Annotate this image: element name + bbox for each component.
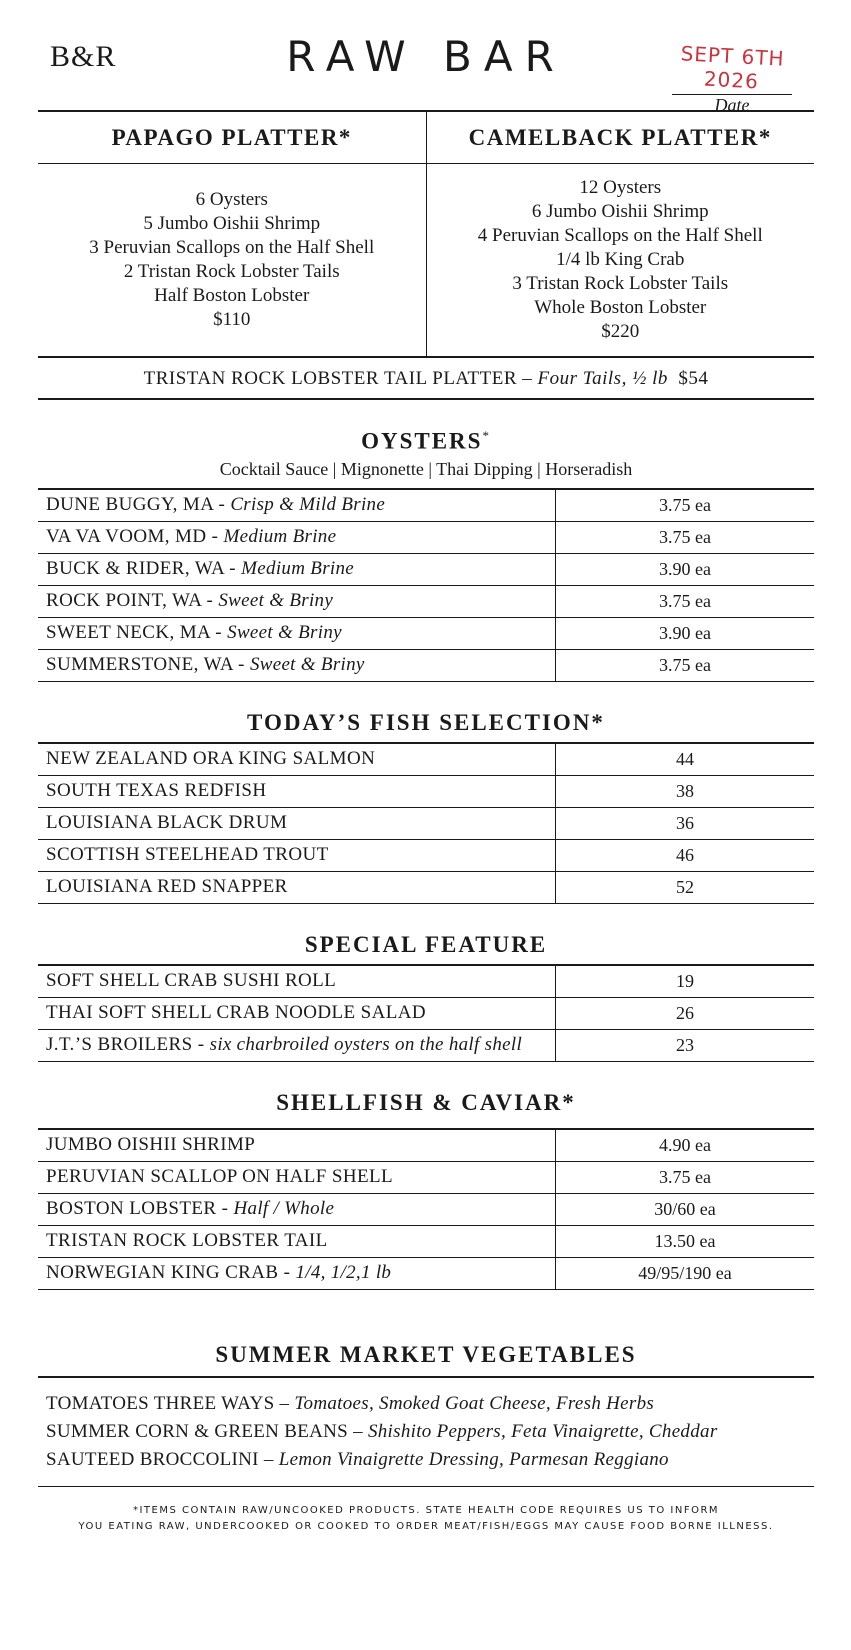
item-price: 36 bbox=[676, 812, 694, 833]
table-row bbox=[38, 490, 814, 522]
item-name: SWEET NECK, MA - bbox=[46, 622, 222, 644]
item-name: SCOTTISH STEELHEAD TROUT bbox=[38, 840, 556, 871]
platter-item: 5 Jumbo Oishii Shrimp bbox=[143, 213, 321, 234]
item-name-cell bbox=[38, 522, 556, 553]
item-price: 3.75 ea bbox=[659, 1166, 711, 1187]
platter-item: Whole Boston Lobster bbox=[534, 297, 707, 318]
platter-item: 3 Peruvian Scallops on the Half Shell bbox=[89, 237, 375, 258]
item-name: ROCK POINT, WA - bbox=[46, 590, 214, 612]
platter-item: 12 Oysters bbox=[579, 177, 662, 198]
item-name: BOSTON LOBSTER - bbox=[46, 1198, 229, 1220]
special-table bbox=[38, 964, 814, 1062]
tail-platter-row bbox=[38, 358, 814, 400]
platter-items bbox=[427, 164, 815, 356]
oysters-table bbox=[38, 488, 814, 682]
veg-desc: Shishito Peppers, Feta Vinaigrette, Cheddar bbox=[367, 1420, 718, 1442]
item-price: 38 bbox=[676, 780, 694, 801]
shellfish-title: SHELLFISH & CAVIAR* bbox=[276, 1089, 576, 1115]
veg-name: SUMMER CORN & GREEN BEANS – bbox=[46, 1420, 363, 1442]
item-desc: Half / Whole bbox=[233, 1198, 335, 1220]
fish-title: TODAY’S FISH SELECTION* bbox=[247, 709, 605, 735]
item-name: VA VA VOOM, MD - bbox=[46, 526, 219, 548]
item-desc: Sweet & Briny bbox=[249, 654, 365, 676]
item-price: 3.90 ea bbox=[659, 622, 711, 643]
table-row bbox=[38, 618, 814, 650]
veg-desc: Tomatoes, Smoked Goat Cheese, Fresh Herbs bbox=[294, 1392, 655, 1414]
table-row bbox=[38, 744, 814, 776]
platter-item: 3 Tristan Rock Lobster Tails bbox=[512, 273, 729, 294]
item-price: 30/60 ea bbox=[654, 1198, 716, 1219]
platter-item: 6 Jumbo Oishii Shrimp bbox=[531, 201, 709, 222]
platter-item: 6 Oysters bbox=[195, 189, 268, 210]
table-row bbox=[38, 776, 814, 808]
item-price: 44 bbox=[676, 748, 694, 769]
oysters-title: OYSTERS bbox=[361, 428, 483, 454]
table-row bbox=[38, 1130, 814, 1162]
sauces-list: Cocktail Sauce | Mignonette | Thai Dipping | Horseradish bbox=[219, 458, 633, 479]
table-row bbox=[38, 966, 814, 998]
vegetables-title: SUMMER MARKET VEGETABLES bbox=[215, 1341, 637, 1367]
table-row bbox=[38, 1226, 814, 1258]
platter-title: CAMELBACK PLATTER* bbox=[427, 112, 815, 164]
table-row bbox=[38, 840, 814, 872]
item-name: SOUTH TEXAS REDFISH bbox=[38, 776, 556, 807]
item-price: 3.90 ea bbox=[659, 558, 711, 579]
item-price: 13.50 ea bbox=[654, 1230, 716, 1251]
platter-items bbox=[38, 164, 426, 356]
item-name-cell bbox=[38, 554, 556, 585]
item-name: DUNE BUGGY, MA - bbox=[46, 494, 226, 516]
table-row bbox=[38, 586, 814, 618]
special-title: SPECIAL FEATURE bbox=[304, 931, 548, 957]
item-price: 3.75 ea bbox=[659, 494, 711, 515]
table-row bbox=[38, 1030, 814, 1062]
item-price: 19 bbox=[676, 970, 694, 991]
table-row bbox=[38, 808, 814, 840]
table-row bbox=[38, 1194, 814, 1226]
item-name-cell bbox=[38, 490, 556, 521]
platter-camelback bbox=[426, 112, 815, 356]
item-price: 46 bbox=[676, 844, 694, 865]
item-price: 23 bbox=[676, 1034, 694, 1055]
item-desc: 1/4, 1/2,1 lb bbox=[295, 1262, 392, 1284]
section-title bbox=[38, 428, 814, 455]
item-name-cell bbox=[38, 650, 556, 681]
table-row bbox=[38, 872, 814, 904]
platter-price: $220 bbox=[601, 321, 640, 342]
platter-title: PAPAGO PLATTER* bbox=[38, 112, 426, 164]
date-stamp: SEPT 6TH 2026 bbox=[680, 41, 786, 94]
platter-price: $110 bbox=[213, 309, 251, 330]
item-name: LOUISIANA BLACK DRUM bbox=[38, 808, 556, 839]
list-item bbox=[46, 1390, 814, 1418]
veg-desc: Lemon Vinaigrette Dressing, Parmesan Reggiano bbox=[278, 1448, 669, 1470]
table-row bbox=[38, 1162, 814, 1194]
table-row bbox=[38, 1258, 814, 1290]
disclaimer-line: *ITEMS CONTAIN RAW/UNCOOKED PRODUCTS. STATE HEALTH CODE REQUIRES US TO INFORM bbox=[132, 1504, 720, 1516]
item-name-cell bbox=[38, 586, 556, 617]
item-name: BUCK & RIDER, WA - bbox=[46, 558, 237, 580]
item-name: PERUVIAN SCALLOP ON HALF SHELL bbox=[38, 1162, 556, 1193]
item-price: 26 bbox=[676, 1002, 694, 1023]
vegetables-list bbox=[38, 1376, 814, 1487]
item-name-cell bbox=[38, 618, 556, 649]
table-row bbox=[38, 998, 814, 1030]
item-desc: Medium Brine bbox=[241, 558, 354, 580]
item-name: NORWEGIAN KING CRAB - bbox=[46, 1262, 291, 1284]
item-price: 49/95/190 ea bbox=[638, 1262, 732, 1283]
logo: B&R bbox=[50, 40, 117, 73]
platter-item: Half Boston Lobster bbox=[154, 285, 310, 306]
list-item bbox=[46, 1446, 814, 1474]
page-title: RAW BAR bbox=[286, 32, 566, 81]
item-desc: Sweet & Briny bbox=[218, 590, 334, 612]
platters-section bbox=[38, 112, 814, 358]
menu-page bbox=[38, 0, 814, 1535]
item-name-cell bbox=[38, 1258, 556, 1289]
item-name-cell bbox=[38, 1194, 556, 1225]
item-name: TRISTAN ROCK LOBSTER TAIL bbox=[38, 1226, 556, 1257]
table-row bbox=[38, 554, 814, 586]
menu-header bbox=[38, 0, 814, 115]
tail-platter-detail: Four Tails, ½ lb bbox=[537, 368, 668, 389]
oysters-mark: * bbox=[482, 428, 491, 443]
item-price: 3.75 ea bbox=[659, 590, 711, 611]
platter-item: 2 Tristan Rock Lobster Tails bbox=[123, 261, 340, 282]
item-price: 3.75 ea bbox=[659, 526, 711, 547]
veg-name: SAUTEED BROCCOLINI – bbox=[46, 1448, 274, 1470]
tail-platter-name: TRISTAN ROCK LOBSTER TAIL PLATTER – bbox=[143, 368, 533, 389]
platter-item: 1/4 lb King Crab bbox=[556, 249, 685, 270]
item-price: 52 bbox=[676, 876, 694, 897]
veg-name: TOMATOES THREE WAYS – bbox=[46, 1392, 290, 1414]
table-row bbox=[38, 650, 814, 682]
date-block bbox=[662, 41, 802, 116]
item-name: NEW ZEALAND ORA KING SALMON bbox=[38, 744, 556, 775]
item-name: LOUISIANA RED SNAPPER bbox=[38, 872, 556, 903]
platter-papago bbox=[38, 112, 426, 356]
item-name-cell bbox=[38, 1030, 556, 1061]
table-row bbox=[38, 522, 814, 554]
oysters-heading bbox=[38, 428, 814, 480]
item-price: 3.75 ea bbox=[659, 654, 711, 675]
item-name: THAI SOFT SHELL CRAB NOODLE SALAD bbox=[38, 998, 556, 1029]
disclaimer-line: YOU EATING RAW, UNDERCOOKED OR COOKED TO ORDER MEAT/FISH/EGGS MAY CAUSE FOOD BORNE ILLNESS. bbox=[78, 1520, 774, 1532]
platter-item: 4 Peruvian Scallops on the Half Shell bbox=[477, 225, 763, 246]
item-desc: Sweet & Briny bbox=[227, 622, 342, 644]
fish-table bbox=[38, 742, 814, 904]
item-name: SOFT SHELL CRAB SUSHI ROLL bbox=[38, 966, 556, 997]
tail-platter-price: $54 bbox=[678, 368, 709, 389]
date-label: Date bbox=[714, 95, 750, 115]
item-name: SUMMERSTONE, WA - bbox=[46, 654, 245, 676]
health-disclaimer bbox=[38, 1503, 814, 1535]
item-name: JUMBO OISHII SHRIMP bbox=[38, 1130, 556, 1161]
item-desc: Medium Brine bbox=[223, 526, 337, 548]
item-desc: six charbroiled oysters on the half shell bbox=[209, 1034, 523, 1056]
list-item bbox=[46, 1418, 814, 1446]
item-price: 4.90 ea bbox=[659, 1134, 711, 1155]
item-name: J.T.’S BROILERS - bbox=[46, 1034, 205, 1056]
item-desc: Crisp & Mild Brine bbox=[230, 494, 386, 516]
shellfish-table bbox=[38, 1128, 814, 1290]
